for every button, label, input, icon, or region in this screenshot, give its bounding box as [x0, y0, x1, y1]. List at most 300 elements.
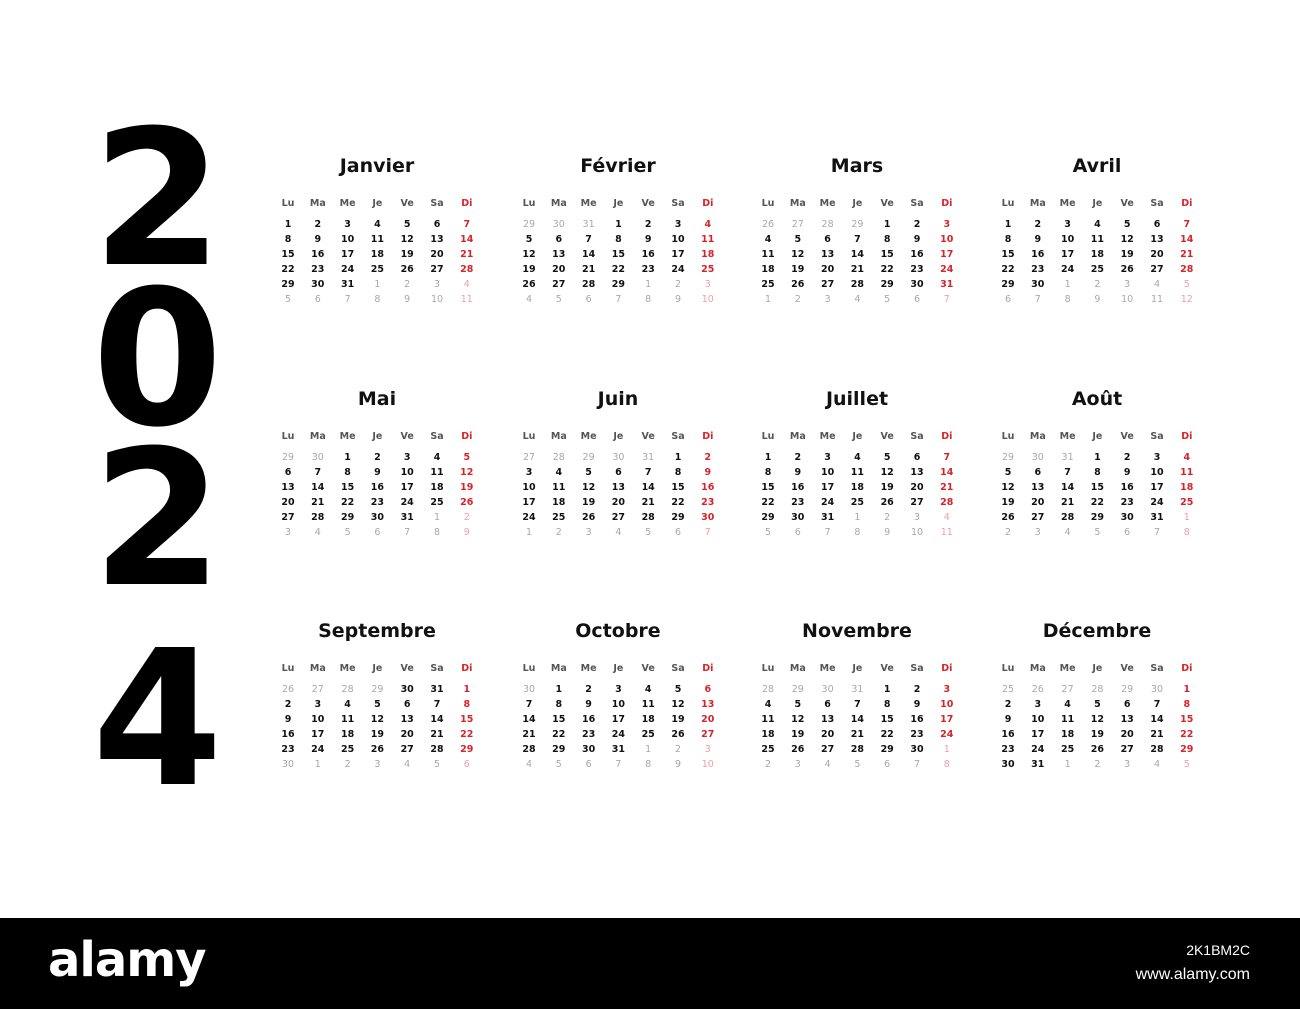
- month-name: Avril: [1072, 155, 1122, 177]
- day-cell: 15: [552, 714, 566, 725]
- weekday-header: Je: [852, 431, 863, 442]
- day-cell: 17: [611, 714, 625, 725]
- day-cell: 31: [340, 279, 355, 290]
- adjacent-month-day: 8: [943, 759, 950, 770]
- day-cell: 12: [1120, 234, 1134, 245]
- adjacent-month-day: 3: [374, 759, 381, 770]
- adjacent-month-day: 5: [764, 527, 772, 538]
- adjacent-month-day: 1: [433, 512, 441, 523]
- day-cell: 31: [1150, 512, 1164, 523]
- day-cell: 4: [1094, 219, 1101, 230]
- day-cell: 3: [1153, 452, 1161, 463]
- weekday-header: Di: [461, 198, 473, 209]
- weekday-header: Di: [461, 663, 473, 674]
- adjacent-month-day: 3: [704, 279, 711, 290]
- day-cell: 15: [1180, 714, 1194, 725]
- weekday-header: Ma: [1029, 663, 1046, 674]
- day-cell: 1: [764, 452, 772, 463]
- adjacent-month-day: 30: [311, 452, 324, 463]
- month-name: Décembre: [1042, 620, 1152, 642]
- day-cell: 5: [463, 452, 471, 463]
- day-cell: 5: [794, 699, 802, 710]
- weekday-header: Ma: [309, 198, 326, 209]
- adjacent-month-day: 5: [555, 759, 562, 770]
- day-cell: 27: [701, 729, 715, 740]
- day-cell: 8: [1004, 234, 1012, 245]
- weekday-header: Di: [702, 198, 714, 209]
- weekday-header: Ve: [400, 198, 414, 209]
- day-cell: 18: [850, 482, 864, 493]
- day-cell: 1: [555, 684, 563, 695]
- day-cell: 8: [883, 699, 891, 710]
- day-cell: 17: [1060, 249, 1075, 260]
- day-cell: 9: [1123, 467, 1131, 478]
- day-cell: 10: [311, 714, 325, 725]
- day-cell: 15: [671, 482, 685, 493]
- adjacent-month-day: 2: [884, 512, 891, 523]
- day-cell: 4: [644, 684, 652, 695]
- day-cell: 5: [1004, 467, 1012, 478]
- adjacent-month-day: 1: [1064, 759, 1071, 770]
- adjacent-month-day: 7: [615, 294, 622, 305]
- adjacent-month-day: 11: [1150, 294, 1164, 305]
- adjacent-month-day: 6: [585, 759, 592, 770]
- adjacent-month-day: 6: [1124, 527, 1131, 538]
- adjacent-month-day: 3: [1124, 279, 1131, 290]
- adjacent-month-day: 11: [940, 527, 953, 538]
- day-cell: 6: [555, 234, 563, 245]
- weekday-header: Lu: [761, 431, 775, 442]
- day-cell: 31: [1031, 759, 1045, 770]
- weekday-header: Sa: [1150, 198, 1164, 209]
- day-cell: 16: [1031, 249, 1045, 260]
- adjacent-month-day: 28: [821, 219, 834, 230]
- day-cell: 27: [910, 497, 924, 508]
- day-cell: 25: [850, 497, 864, 508]
- day-cell: 12: [791, 714, 805, 725]
- day-cell: 15: [1001, 249, 1015, 260]
- weekday-header: Lu: [281, 431, 295, 442]
- day-cell: 8: [284, 234, 292, 245]
- weekday-header: Ve: [1120, 431, 1134, 442]
- day-cell: 21: [1060, 497, 1075, 508]
- adjacent-month-day: 8: [1064, 294, 1071, 305]
- weekday-header: Ve: [400, 431, 414, 442]
- day-cell: 23: [1001, 744, 1015, 755]
- day-cell: 23: [910, 729, 924, 740]
- day-cell: 4: [1064, 699, 1071, 710]
- day-cell: 13: [1150, 234, 1164, 245]
- day-cell: 24: [940, 264, 954, 275]
- day-cell: 18: [430, 482, 444, 493]
- day-cell: 8: [1183, 699, 1191, 710]
- day-cell: 7: [525, 699, 533, 710]
- day-cell: 23: [791, 497, 805, 508]
- adjacent-month-day: 1: [374, 279, 381, 290]
- day-cell: 7: [314, 467, 322, 478]
- month-name: Janvier: [339, 155, 415, 177]
- day-cell: 4: [764, 234, 772, 245]
- day-cell: 9: [913, 699, 921, 710]
- day-cell: 22: [552, 729, 566, 740]
- day-cell: 28: [940, 497, 954, 508]
- day-cell: 30: [581, 744, 596, 755]
- day-cell: 26: [791, 744, 805, 755]
- adjacent-month-day: 26: [281, 684, 295, 695]
- day-cell: 1: [1004, 219, 1012, 230]
- day-cell: 3: [1034, 699, 1042, 710]
- day-cell: 3: [314, 699, 322, 710]
- day-cell: 11: [761, 249, 775, 260]
- day-cell: 25: [761, 744, 775, 755]
- day-cell: 21: [581, 264, 596, 275]
- month-name: Octobre: [575, 620, 661, 642]
- day-cell: 25: [1060, 744, 1075, 755]
- day-cell: 4: [344, 699, 351, 710]
- day-cell: 13: [910, 467, 924, 478]
- day-cell: 25: [1090, 264, 1104, 275]
- day-cell: 9: [913, 234, 921, 245]
- day-cell: 15: [880, 249, 894, 260]
- adjacent-month-day: 5: [555, 294, 562, 305]
- weekday-header: Ma: [1029, 431, 1046, 442]
- day-cell: 21: [850, 729, 864, 740]
- day-cell: 19: [1120, 249, 1134, 260]
- day-cell: 14: [1060, 482, 1075, 493]
- day-cell: 25: [430, 497, 444, 508]
- day-cell: 21: [641, 497, 655, 508]
- day-cell: 5: [374, 699, 381, 710]
- adjacent-month-day: 5: [344, 527, 351, 538]
- day-cell: 20: [430, 249, 444, 260]
- day-cell: 10: [940, 234, 954, 245]
- day-cell: 31: [940, 279, 954, 290]
- day-cell: 19: [460, 482, 474, 493]
- day-cell: 29: [281, 279, 295, 290]
- day-cell: 30: [791, 512, 805, 523]
- day-cell: 31: [611, 744, 625, 755]
- day-cell: 28: [641, 512, 655, 523]
- adjacent-month-day: 1: [645, 744, 652, 755]
- day-cell: 28: [581, 279, 596, 290]
- weekday-header: Me: [339, 198, 356, 209]
- day-cell: 2: [374, 452, 381, 463]
- adjacent-month-day: 29: [281, 452, 295, 463]
- day-cell: 10: [1031, 714, 1045, 725]
- day-cell: 18: [1090, 249, 1104, 260]
- adjacent-month-day: 30: [1031, 452, 1044, 463]
- day-cell: 17: [340, 249, 355, 260]
- adjacent-month-day: 1: [943, 744, 950, 755]
- weekday-header: Je: [852, 198, 863, 209]
- adjacent-month-day: 2: [1004, 527, 1012, 538]
- adjacent-month-day: 1: [525, 527, 533, 538]
- day-cell: 2: [1123, 452, 1131, 463]
- weekday-header: Lu: [522, 198, 536, 209]
- day-cell: 11: [761, 714, 775, 725]
- day-cell: 28: [311, 512, 325, 523]
- day-cell: 20: [552, 264, 566, 275]
- day-cell: 2: [314, 219, 322, 230]
- site-url: www.alamy.com: [1135, 966, 1250, 983]
- adjacent-month-day: 4: [525, 294, 533, 305]
- day-cell: 26: [370, 744, 384, 755]
- weekday-header: Ve: [1120, 663, 1134, 674]
- day-cell: 1: [1094, 452, 1101, 463]
- adjacent-month-day: 30: [821, 684, 834, 695]
- weekday-header: Sa: [671, 663, 685, 674]
- adjacent-month-day: 5: [284, 294, 292, 305]
- day-cell: 24: [1031, 744, 1045, 755]
- adjacent-month-day: 3: [433, 279, 441, 290]
- weekday-header: Ve: [400, 663, 414, 674]
- weekday-header: Me: [819, 663, 836, 674]
- adjacent-month-day: 29: [791, 684, 804, 695]
- day-cell: 25: [370, 264, 384, 275]
- day-cell: 24: [820, 497, 835, 508]
- day-cell: 1: [615, 219, 622, 230]
- weekday-header: Je: [372, 198, 383, 209]
- day-cell: 7: [854, 234, 861, 245]
- day-cell: 9: [1004, 714, 1012, 725]
- weekday-header: Di: [1181, 198, 1193, 209]
- day-cell: 9: [374, 467, 381, 478]
- adjacent-month-day: 2: [674, 279, 682, 290]
- day-cell: 20: [1120, 729, 1134, 740]
- day-cell: 23: [581, 729, 596, 740]
- day-cell: 4: [555, 467, 563, 478]
- weekday-header: Di: [461, 431, 473, 442]
- day-cell: 6: [403, 699, 411, 710]
- day-cell: 29: [611, 279, 625, 290]
- day-cell: 2: [913, 684, 921, 695]
- day-cell: 6: [1153, 219, 1161, 230]
- day-cell: 30: [1120, 512, 1134, 523]
- day-cell: 29: [552, 744, 566, 755]
- day-cell: 27: [611, 512, 625, 523]
- day-cell: 6: [284, 467, 292, 478]
- adjacent-month-day: 8: [433, 527, 441, 538]
- weekday-header: Ma: [789, 198, 806, 209]
- year-digit: 0: [92, 250, 223, 469]
- weekday-header: Me: [819, 431, 836, 442]
- day-cell: 2: [644, 219, 652, 230]
- day-cell: 29: [460, 744, 474, 755]
- month-name: Août: [1071, 388, 1123, 410]
- day-cell: 16: [1001, 729, 1015, 740]
- day-cell: 19: [791, 729, 805, 740]
- adjacent-month-day: 1: [854, 512, 861, 523]
- weekday-header: Sa: [910, 431, 924, 442]
- weekday-header: Ve: [641, 431, 655, 442]
- month-name: Février: [580, 155, 656, 177]
- day-cell: 26: [1001, 512, 1015, 523]
- day-cell: 26: [1090, 744, 1104, 755]
- day-cell: 4: [374, 219, 381, 230]
- adjacent-month-day: 9: [404, 294, 411, 305]
- day-cell: 1: [674, 452, 682, 463]
- adjacent-month-day: 28: [552, 452, 565, 463]
- adjacent-month-day: 5: [854, 759, 861, 770]
- day-cell: 17: [522, 497, 536, 508]
- day-cell: 30: [1001, 759, 1015, 770]
- day-cell: 9: [794, 467, 802, 478]
- day-cell: 2: [1004, 699, 1012, 710]
- day-cell: 21: [1150, 729, 1164, 740]
- day-cell: 20: [281, 497, 295, 508]
- adjacent-month-day: 6: [674, 527, 682, 538]
- weekday-header: Sa: [430, 431, 444, 442]
- day-cell: 3: [943, 219, 951, 230]
- day-cell: 19: [791, 264, 805, 275]
- day-cell: 22: [340, 497, 355, 508]
- day-cell: 10: [1150, 467, 1164, 478]
- adjacent-month-day: 9: [674, 294, 682, 305]
- day-cell: 26: [581, 512, 596, 523]
- day-cell: 8: [344, 467, 351, 478]
- day-cell: 9: [585, 699, 592, 710]
- day-cell: 7: [1153, 699, 1161, 710]
- weekday-header: Ma: [789, 663, 806, 674]
- day-cell: 19: [1090, 729, 1104, 740]
- adjacent-month-day: 3: [1034, 527, 1041, 538]
- adjacent-month-day: 9: [463, 527, 470, 538]
- day-cell: 22: [880, 264, 894, 275]
- day-cell: 17: [1150, 482, 1164, 493]
- day-cell: 14: [522, 714, 536, 725]
- weekday-header: Ma: [309, 663, 326, 674]
- adjacent-month-day: 4: [1064, 527, 1071, 538]
- adjacent-month-day: 2: [674, 744, 682, 755]
- day-cell: 23: [701, 497, 715, 508]
- day-cell: 1: [883, 684, 891, 695]
- weekday-header: Sa: [1150, 431, 1164, 442]
- day-cell: 27: [1150, 264, 1164, 275]
- day-cell: 13: [611, 482, 625, 493]
- day-cell: 10: [1060, 234, 1075, 245]
- day-cell: 24: [400, 497, 414, 508]
- adjacent-month-day: 5: [645, 527, 652, 538]
- weekday-header: Me: [339, 431, 356, 442]
- weekday-header: Me: [580, 198, 597, 209]
- adjacent-month-day: 9: [1094, 294, 1101, 305]
- day-cell: 3: [403, 452, 411, 463]
- day-cell: 20: [611, 497, 625, 508]
- adjacent-month-day: 2: [1094, 279, 1101, 290]
- day-cell: 11: [701, 234, 715, 245]
- day-cell: 10: [400, 467, 414, 478]
- weekday-header: Me: [580, 431, 597, 442]
- weekday-header: Sa: [671, 198, 685, 209]
- day-cell: 11: [430, 467, 444, 478]
- adjacent-month-day: 28: [761, 684, 775, 695]
- adjacent-month-day: 28: [341, 684, 354, 695]
- day-cell: 13: [820, 714, 835, 725]
- weekday-header: Me: [1059, 663, 1076, 674]
- weekday-header: Lu: [761, 198, 775, 209]
- day-cell: 14: [430, 714, 444, 725]
- day-cell: 20: [400, 729, 414, 740]
- day-cell: 23: [311, 264, 325, 275]
- day-cell: 28: [1150, 744, 1164, 755]
- day-cell: 21: [311, 497, 325, 508]
- day-cell: 23: [281, 744, 295, 755]
- adjacent-month-day: 9: [674, 759, 682, 770]
- day-cell: 22: [880, 729, 894, 740]
- day-cell: 28: [1180, 264, 1194, 275]
- day-cell: 30: [701, 512, 715, 523]
- day-cell: 2: [585, 684, 592, 695]
- adjacent-month-day: 7: [704, 527, 711, 538]
- adjacent-month-day: 27: [311, 684, 324, 695]
- day-cell: 30: [1031, 279, 1045, 290]
- weekday-header: Sa: [671, 431, 685, 442]
- day-cell: 1: [463, 684, 471, 695]
- day-cell: 4: [1183, 452, 1191, 463]
- day-cell: 30: [311, 279, 325, 290]
- day-cell: 26: [791, 279, 805, 290]
- weekday-header: Me: [819, 198, 836, 209]
- year-digit: 4: [92, 610, 223, 829]
- adjacent-month-day: 4: [314, 527, 321, 538]
- adjacent-month-day: 4: [943, 512, 950, 523]
- day-cell: 18: [340, 729, 355, 740]
- adjacent-month-day: 3: [284, 527, 292, 538]
- weekday-header: Di: [1181, 663, 1193, 674]
- day-cell: 14: [1150, 714, 1164, 725]
- day-cell: 29: [761, 512, 775, 523]
- adjacent-month-day: 27: [1061, 684, 1074, 695]
- day-cell: 25: [701, 264, 715, 275]
- day-cell: 11: [552, 482, 566, 493]
- adjacent-month-day: 5: [884, 294, 891, 305]
- day-cell: 25: [340, 744, 355, 755]
- adjacent-month-day: 27: [791, 219, 804, 230]
- day-cell: 13: [552, 249, 566, 260]
- day-cell: 29: [880, 744, 894, 755]
- day-cell: 15: [460, 714, 474, 725]
- day-cell: 14: [850, 714, 864, 725]
- day-cell: 24: [1150, 497, 1164, 508]
- weekday-header: Ve: [880, 431, 894, 442]
- day-cell: 6: [433, 219, 441, 230]
- adjacent-month-day: 6: [794, 527, 801, 538]
- adjacent-month-day: 5: [1183, 279, 1190, 290]
- day-cell: 26: [460, 497, 474, 508]
- day-cell: 11: [641, 699, 655, 710]
- adjacent-month-day: 7: [1034, 294, 1041, 305]
- month-name: Novembre: [802, 620, 912, 642]
- day-cell: 17: [940, 714, 954, 725]
- day-cell: 25: [641, 729, 655, 740]
- day-cell: 17: [820, 482, 835, 493]
- image-id: 2K1BM2C: [1186, 942, 1250, 958]
- day-cell: 1: [344, 452, 351, 463]
- day-cell: 27: [281, 512, 295, 523]
- adjacent-month-day: 4: [615, 527, 622, 538]
- day-cell: 22: [761, 497, 775, 508]
- day-cell: 21: [850, 264, 864, 275]
- adjacent-month-day: 30: [522, 684, 536, 695]
- day-cell: 16: [641, 249, 655, 260]
- weekday-header: Ve: [641, 663, 655, 674]
- weekday-header: Me: [1059, 431, 1076, 442]
- weekday-header: Lu: [1001, 198, 1015, 209]
- adjacent-month-day: 7: [344, 294, 351, 305]
- adjacent-month-day: 3: [585, 527, 592, 538]
- adjacent-month-day: 1: [1183, 512, 1190, 523]
- adjacent-month-day: 3: [1124, 759, 1131, 770]
